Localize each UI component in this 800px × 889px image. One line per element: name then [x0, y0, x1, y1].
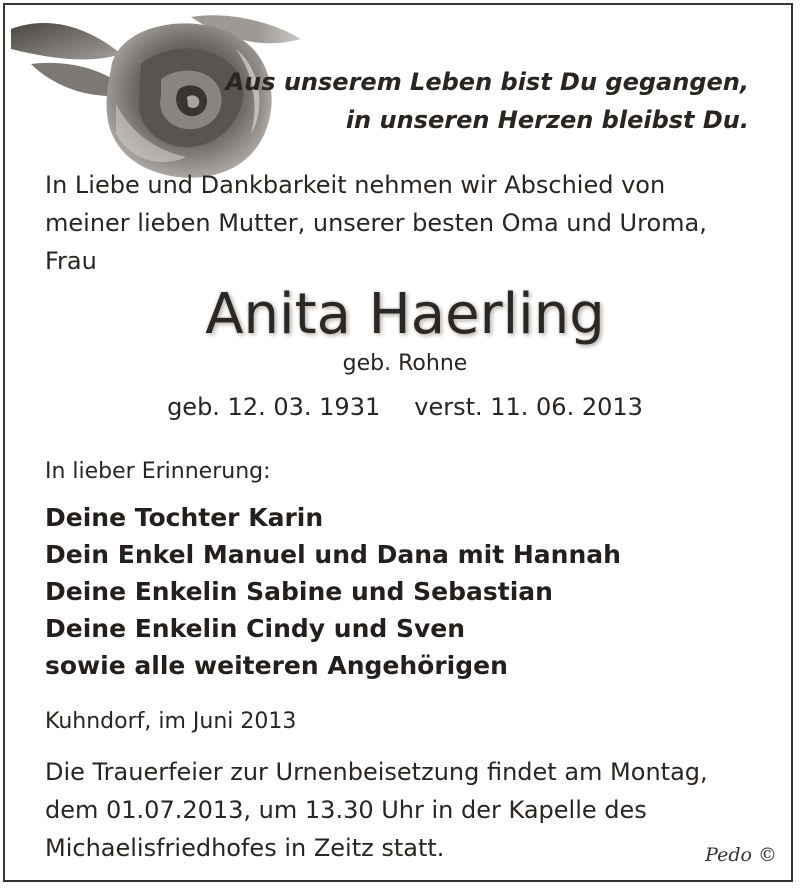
birth-date: geb. 12. 03. 1931 [167, 393, 381, 421]
intro-line-2: meiner lieben Mutter, unserer besten Oma und Uroma, [45, 209, 707, 237]
motto [226, 63, 749, 139]
mourner-line: Deine Enkelin Sabine und Sebastian [45, 577, 553, 606]
memory-label: In lieber Erinnerung: [45, 459, 271, 484]
service-line-3: Michaelisfriedhofes in Zeitz statt. [45, 834, 445, 862]
deceased-name: Anita Haerling [205, 282, 605, 347]
service-info [45, 753, 765, 867]
death-date: verst. 11. 06. 2013 [414, 393, 643, 421]
place-date: Kuhndorf, im Juni 2013 [45, 709, 297, 734]
mourner-line: Deine Tochter Karin [45, 503, 324, 532]
mourner-line: Deine Enkelin Cindy und Sven [45, 614, 466, 643]
life-dates [5, 389, 800, 425]
mourner-line: sowie alle weiteren Angehörigen [45, 651, 508, 680]
service-line-1: Die Trauerfeier zur Urnenbeisetzung findet am Montag, [45, 758, 708, 786]
mourner-line: Dein Enkel Manuel und Dana mit Hannah [45, 540, 621, 569]
service-line-2: dem 01.07.2013, um 13.30 Uhr in der Kapelle des [45, 796, 647, 824]
intro-line-1: In Liebe und Dankbarkeit nehmen wir Abschied von [45, 171, 666, 199]
intro-line-3: Frau [45, 247, 97, 275]
motto-line-2: in unseren Herzen bleibst Du. [345, 106, 749, 134]
intro-text [45, 166, 765, 280]
designer-mark: Pedo © [705, 844, 777, 866]
mourners-list [45, 499, 621, 684]
obituary-frame [3, 3, 793, 882]
motto-line-1: Aus unserem Leben bist Du gegangen, [225, 68, 749, 96]
maiden-name: geb. Rohne [342, 351, 468, 376]
